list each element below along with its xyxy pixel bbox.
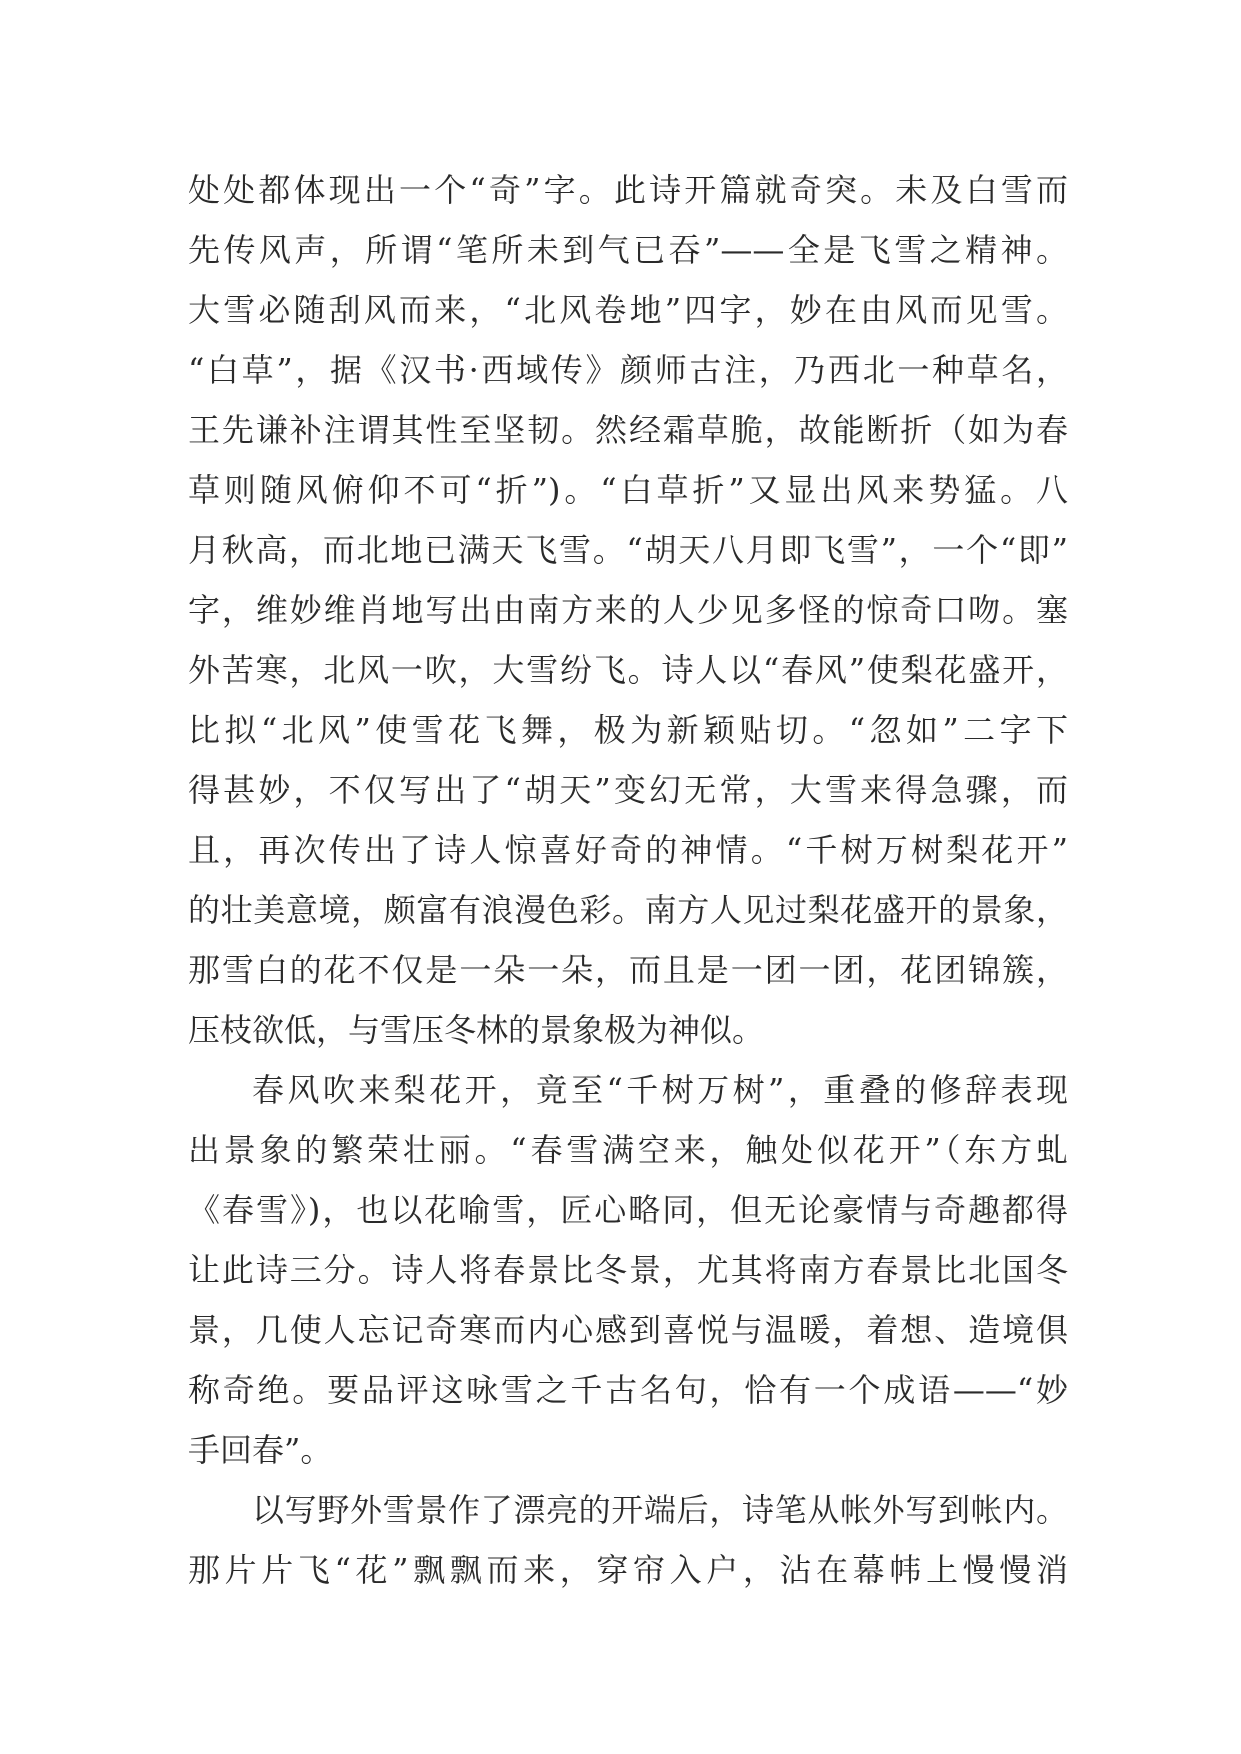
text-line: 的壮美意境，颇富有浪漫色彩。南方人见过梨花盛开的景象， bbox=[188, 891, 1068, 929]
paragraph bbox=[188, 1060, 1068, 1480]
text-line: 春风吹来梨花开，竟至“千树万树”，重叠的修辞表现 bbox=[252, 1071, 1068, 1109]
text-line: 那雪白的花不仅是一朵一朵，而且是一团一团，花团锦簇， bbox=[188, 951, 1068, 989]
text-line: 称奇绝。要品评这咏雪之千古名句，恰有一个成语——“妙 bbox=[188, 1371, 1068, 1409]
text-line: 先传风声，所谓“笔所未到气已吞”——全是飞雪之精神。 bbox=[188, 231, 1068, 269]
text-line: 处处都体现出一个“奇”字。此诗开篇就奇突。未及白雪而 bbox=[188, 171, 1068, 209]
body-text bbox=[188, 160, 1068, 1600]
text-line: “白草”，据《汉书·西域传》颜师古注，乃西北一种草名， bbox=[188, 351, 1068, 389]
text-line: 以写野外雪景作了漂亮的开端后，诗笔从帐外写到帐内。 bbox=[252, 1491, 1068, 1529]
text-line: 让此诗三分。诗人将春景比冬景，尤其将南方春景比北国冬 bbox=[188, 1251, 1068, 1289]
text-line: 且，再次传出了诗人惊喜好奇的神情。“千树万树梨花开” bbox=[188, 831, 1068, 869]
text-line: 比拟“北风”使雪花飞舞，极为新颖贴切。“忽如”二字下 bbox=[188, 711, 1068, 749]
text-line: 那片片飞“花”飘飘而来，穿帘入户，沾在幕帏上慢慢消 bbox=[188, 1551, 1068, 1589]
text-line: 景，几使人忘记奇寒而内心感到喜悦与温暖，着想、造境俱 bbox=[188, 1311, 1068, 1349]
text-line: 大雪必随刮风而来，“北风卷地”四字，妙在由风而见雪。 bbox=[188, 291, 1068, 329]
paragraph bbox=[188, 160, 1068, 1060]
text-line: 草则随风俯仰不可“折”)。“白草折”又显出风来势猛。八 bbox=[188, 471, 1068, 509]
text-line: 出景象的繁荣壮丽。“春雪满空来，触处似花开”（东方虬 bbox=[188, 1131, 1068, 1169]
text-line: 手回春”。 bbox=[188, 1431, 333, 1469]
text-line: 月秋高，而北地已满天飞雪。“胡天八月即飞雪”，一个“即” bbox=[188, 531, 1068, 569]
text-line: 王先谦补注谓其性至坚韧。然经霜草脆，故能断折（如为春 bbox=[188, 411, 1068, 449]
text-line: 外苦寒，北风一吹，大雪纷飞。诗人以“春风”使梨花盛开， bbox=[188, 651, 1068, 689]
text-line: 字，维妙维肖地写出由南方来的人少见多怪的惊奇口吻。塞 bbox=[188, 591, 1068, 629]
text-line: 《春雪》)，也以花喻雪，匠心略同，但无论豪情与奇趣都得 bbox=[188, 1191, 1068, 1229]
text-line: 压枝欲低，与雪压冬林的景象极为神似。 bbox=[188, 1011, 765, 1049]
text-line: 得甚妙，不仅写出了“胡天”变幻无常，大雪来得急骤，而 bbox=[188, 771, 1068, 809]
paragraph bbox=[188, 1480, 1068, 1600]
